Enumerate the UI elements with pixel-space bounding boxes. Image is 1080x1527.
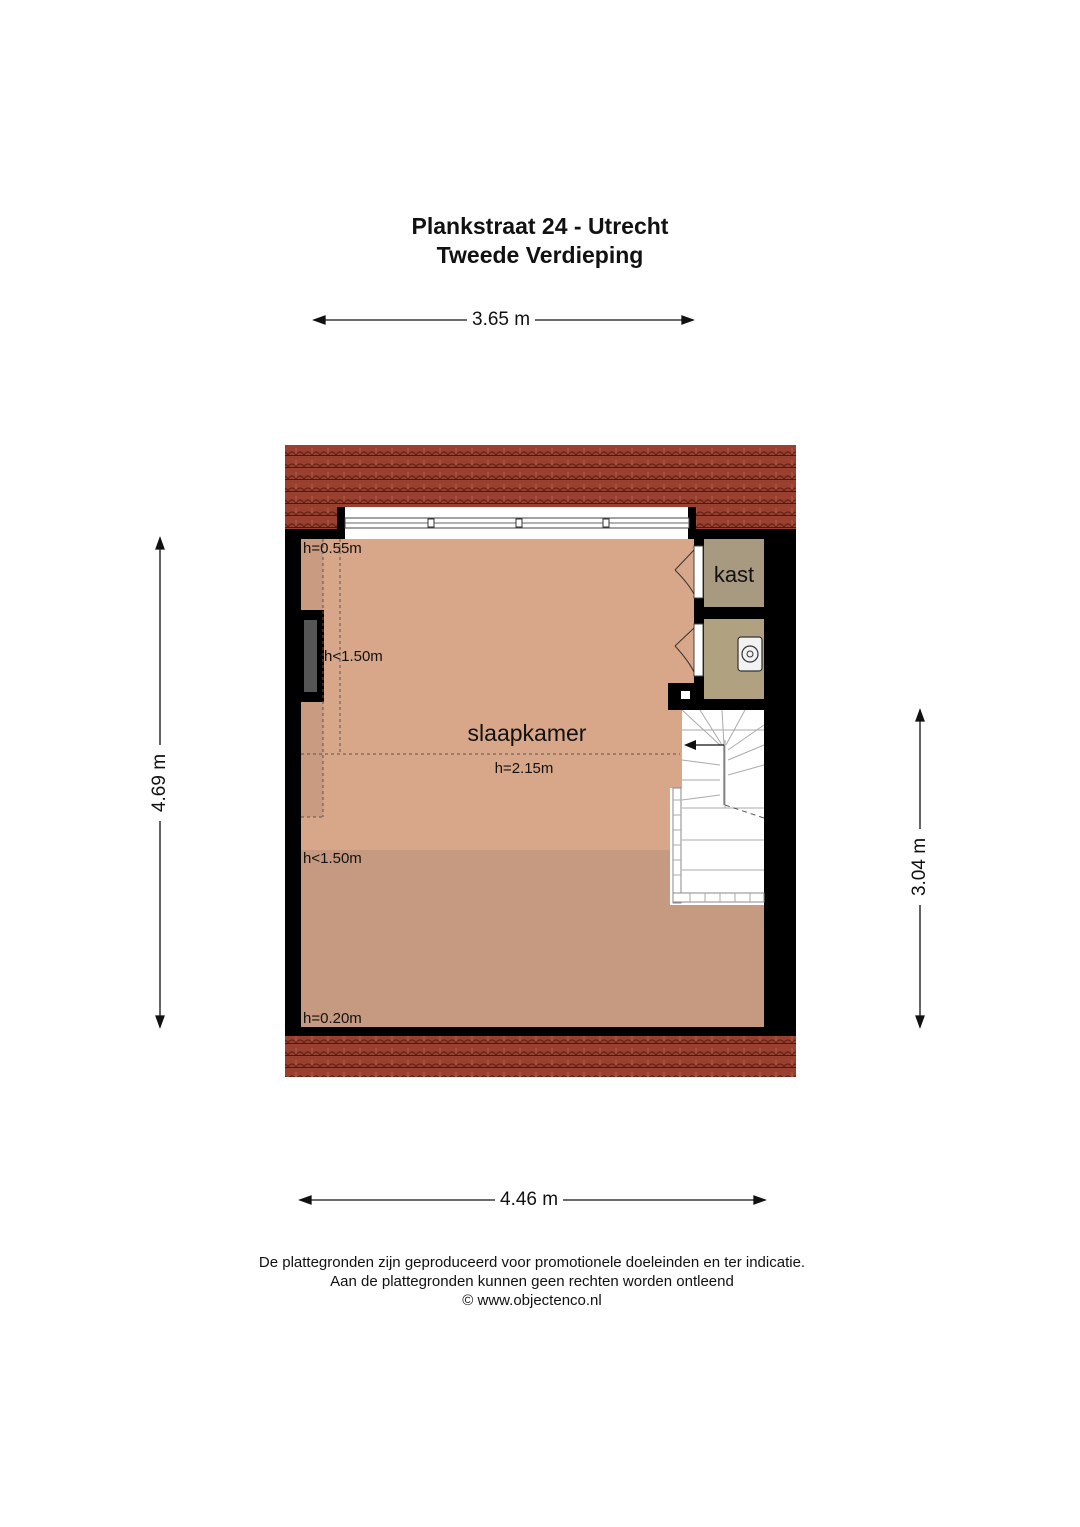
stairwell bbox=[670, 710, 764, 905]
floor-title: Tweede Verdieping bbox=[436, 242, 644, 268]
disclaimer bbox=[0, 1253, 1064, 1310]
dimension-bottom: 4.46 m bbox=[495, 1189, 563, 1211]
disclaimer-line-2: Aan de plattegronden kunnen geen rechten worden ontleend bbox=[330, 1273, 734, 1290]
dimension-left: 4.69 m bbox=[149, 745, 171, 821]
boiler-icon bbox=[738, 637, 762, 671]
dimension-right: 3.04 m bbox=[909, 829, 931, 905]
roof-tiles-bottom bbox=[285, 1035, 796, 1077]
height-label-center: h=2.15m bbox=[494, 760, 554, 777]
height-label-mid-left: h<1.50m bbox=[324, 648, 383, 665]
room-label-kast: kast bbox=[713, 562, 755, 587]
copyright: © www.objectenco.nl bbox=[462, 1292, 602, 1309]
address-title: Plankstraat 24 - Utrecht bbox=[411, 213, 669, 239]
height-label-bottom-left: h=0.20m bbox=[303, 1010, 362, 1027]
disclaimer-line-1: De plattegronden zijn geproduceerd voor promotionele doeleinden en ter indicatie. bbox=[258, 1254, 806, 1271]
dimension-top: 3.65 m bbox=[467, 309, 535, 331]
room-label-slaapkamer: slaapkamer bbox=[467, 720, 587, 746]
height-label-lower-left: h<1.50m bbox=[303, 850, 362, 867]
height-label-top-left: h=0.55m bbox=[303, 540, 362, 557]
window bbox=[345, 518, 689, 528]
chimney bbox=[299, 610, 324, 702]
